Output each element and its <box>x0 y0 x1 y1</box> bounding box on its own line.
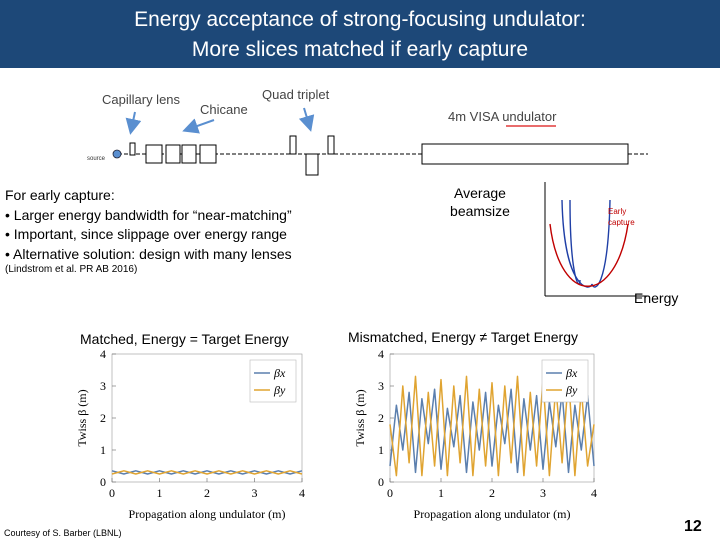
matched-plot-title: Matched, Energy = Target Energy <box>80 331 289 347</box>
y-tick-label: 4 <box>378 347 384 361</box>
quad-triplet-label: Quad triplet <box>262 87 330 102</box>
slide-title-line2: More slices matched if early capture <box>191 38 529 61</box>
x-tick-label: 0 <box>387 486 393 500</box>
x-tick-label: 4 <box>299 486 305 500</box>
y-tick-label: 2 <box>378 411 384 425</box>
chicane-magnet-2 <box>166 145 180 163</box>
early-capture-label <box>608 206 635 228</box>
early-label-line2: capture <box>608 218 635 227</box>
bullet-list <box>5 186 292 264</box>
legend-entry: βy <box>566 383 578 397</box>
y-axis-label: Twiss β (m) <box>75 389 89 447</box>
average-label-line1: Average <box>454 185 506 201</box>
x-tick-label: 3 <box>251 486 258 500</box>
early-capture-curve <box>550 224 628 286</box>
source-marker <box>113 150 121 158</box>
legend-entry: βx <box>566 366 578 380</box>
beamline-diagram <box>0 68 720 180</box>
average-beamsize-label <box>440 184 520 220</box>
quad-1 <box>290 136 296 154</box>
y-tick-label: 4 <box>100 347 106 361</box>
bullet-heading: For early capture: <box>5 187 115 203</box>
capillary-arrow <box>131 112 135 131</box>
bullet-item: • Important, since slippage over energy range <box>5 226 287 242</box>
energy-axis-label: Energy <box>634 290 679 306</box>
quad-3 <box>328 136 334 154</box>
late-capture-curve-inner <box>570 200 580 284</box>
x-tick-label: 4 <box>591 486 597 500</box>
y-tick-label: 3 <box>100 379 106 393</box>
y-tick-label: 2 <box>100 411 106 425</box>
average-label-line2: beamsize <box>450 203 510 219</box>
page-number: 12 <box>684 518 702 535</box>
beamsize-sketch <box>540 180 650 300</box>
x-axis-label: Propagation along undulator (m) <box>413 507 571 521</box>
legend-box <box>542 360 588 402</box>
y-tick-label: 0 <box>100 475 106 489</box>
x-axis-label: Propagation along undulator (m) <box>128 507 286 521</box>
early-label-line1: Early <box>608 207 627 216</box>
title-bar <box>0 0 720 68</box>
mismatched-twiss-chart <box>346 340 608 525</box>
citation: (Lindstrom et al. PR AB 2016) <box>5 264 138 275</box>
y-tick-label: 1 <box>378 443 384 457</box>
courtesy-note: Courtesy of S. Barber (LBNL) <box>4 528 122 538</box>
matched-twiss-chart <box>60 340 320 525</box>
mismatched-plot-title: Mismatched, Energy ≠ Target Energy <box>348 329 578 345</box>
bullet-item: • Larger energy bandwidth for “near-matching” <box>5 206 292 223</box>
chicane-arrow <box>186 120 214 130</box>
capillary-lens-label: Capillary lens <box>102 92 181 107</box>
undulator-label: 4m VISA undulator <box>448 109 557 124</box>
x-tick-label: 1 <box>156 486 163 500</box>
legend-box <box>250 360 296 402</box>
source-label: source <box>87 156 106 162</box>
y-tick-label: 0 <box>378 475 384 489</box>
chicane-magnet-4 <box>200 145 216 163</box>
quad-2 <box>306 154 318 175</box>
late-capture-curve <box>562 200 610 287</box>
y-tick-label: 3 <box>378 379 384 393</box>
chicane-magnet-3 <box>182 145 196 163</box>
x-tick-label: 2 <box>489 486 495 500</box>
undulator-element <box>422 144 628 164</box>
legend-entry: βx <box>274 366 286 380</box>
slide-title-line1: Energy acceptance of strong-focusing undulator: <box>134 8 586 31</box>
legend-entry: βy <box>274 383 286 397</box>
x-tick-label: 0 <box>109 486 115 500</box>
x-tick-label: 3 <box>540 486 546 500</box>
quad-arrow <box>304 108 310 128</box>
capillary-lens-element <box>130 143 135 155</box>
y-axis-label: Twiss β (m) <box>353 389 367 447</box>
x-tick-label: 2 <box>204 486 210 500</box>
chicane-label: Chicane <box>200 102 248 117</box>
x-tick-label: 1 <box>438 486 444 500</box>
bullet-item: • Alternative solution: design with many lenses <box>5 245 292 262</box>
chicane-magnet-1 <box>146 145 162 163</box>
y-tick-label: 1 <box>100 443 106 457</box>
